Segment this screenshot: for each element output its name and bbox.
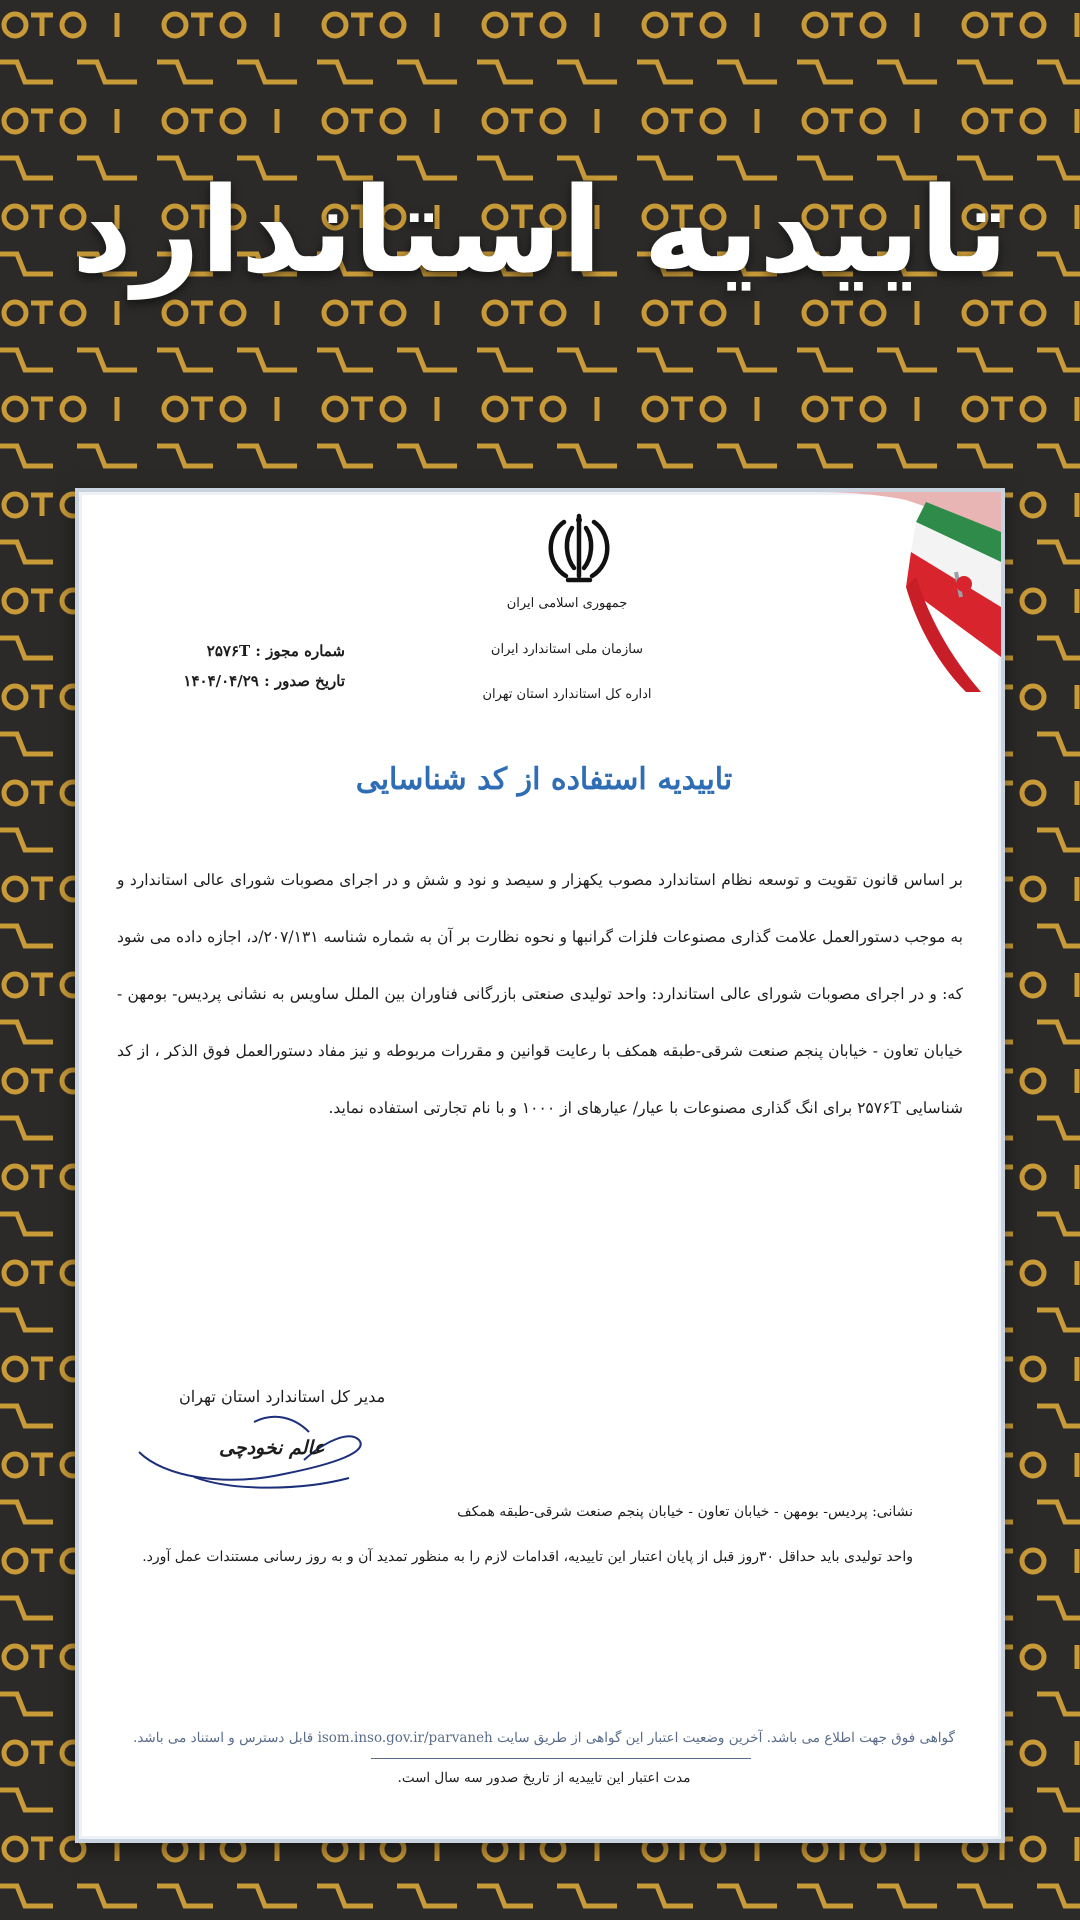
verification-text-after: قابل دسترس و استناد می باشد. <box>133 1730 314 1746</box>
signatory-title: مدیر کل استاندارد استان تهران <box>179 1387 386 1406</box>
certificate-document <box>75 488 1005 1843</box>
permit-number: شماره مجوز : ۲۵۷۶T <box>206 642 345 660</box>
verification-note <box>79 1730 1005 1746</box>
signatory-name: عالم نخودچی <box>219 1437 325 1459</box>
page-title: تاییدیه استاندارد <box>71 161 1009 299</box>
validity-note: مدت اعتبار این تاییدیه از تاریخ صدور سه سال است. <box>397 1770 691 1786</box>
issue-date: تاریخ صدور : ۱۴۰۴/۰۴/۲۹ <box>183 672 345 690</box>
iran-flag-icon <box>816 492 1001 692</box>
header-line-3: اداره کل استاندارد استان تهران <box>482 687 652 702</box>
document-title: تاییدیه استفاده از کد شناسایی <box>355 762 733 797</box>
verification-url-link[interactable]: isom.inso.gov.ir/parvaneh <box>317 1730 493 1746</box>
renewal-note: واحد تولیدی باید حداقل ۳۰روز قبل از پایان اعتبار این تاییدیه، اقدامات لازم را به منظور تمدید آن و به روز رسانی مستندات عمل آورد. <box>142 1549 913 1565</box>
address-note: نشانی: پردیس- بومهن - خیابان تعاون - خیابان پنجم صنعت شرقی-طبقه همکف <box>457 1504 913 1520</box>
header-line-2: سازمان ملی استاندارد ایران <box>490 642 644 657</box>
verification-text-before: گواهی فوق جهت اطلاع می باشد. آخرین وضعیت اعتبار این گواهی از طریق سایت <box>497 1730 955 1746</box>
header-line-1: جمهوری اسلامی ایران <box>506 596 628 611</box>
certificate-body-text: بر اساس قانون تقویت و توسعه نظام استاندارد مصوب یکهزار و سیصد و نود و شش و در اجرای مصوبات شورای عالی استاندارد و به موجب دستورالعمل علامت گذاری مصنوعات فلزات گرانبها و نحوه نظارت بر آن به شماره شناسه ۲۰۷/۱۳۱/د، اجازه داده می شود که: و در اجرای مصوبات شورای عالی استاندارد: واحد تولیدی صنعتی بازرگانی فناوران بین الملل ساویس به نشانی پردیس- بومهن - خیابان تعاون - خیابان پنجم صنعت شرقی-طبقه همکف با رعایت قوانین و مقررات مربوطه و نیز مفاد دستورالعمل فوق الذکر ، از کد شناسایی ۲۵۷۶T برای انگ گذاری مصنوعات با عیار/ عیارهای از ۱۰۰۰ و با نام تجارتی استفاده نماید. <box>117 871 963 1117</box>
iran-emblem-icon <box>544 512 614 586</box>
footer-underline <box>371 1758 751 1759</box>
